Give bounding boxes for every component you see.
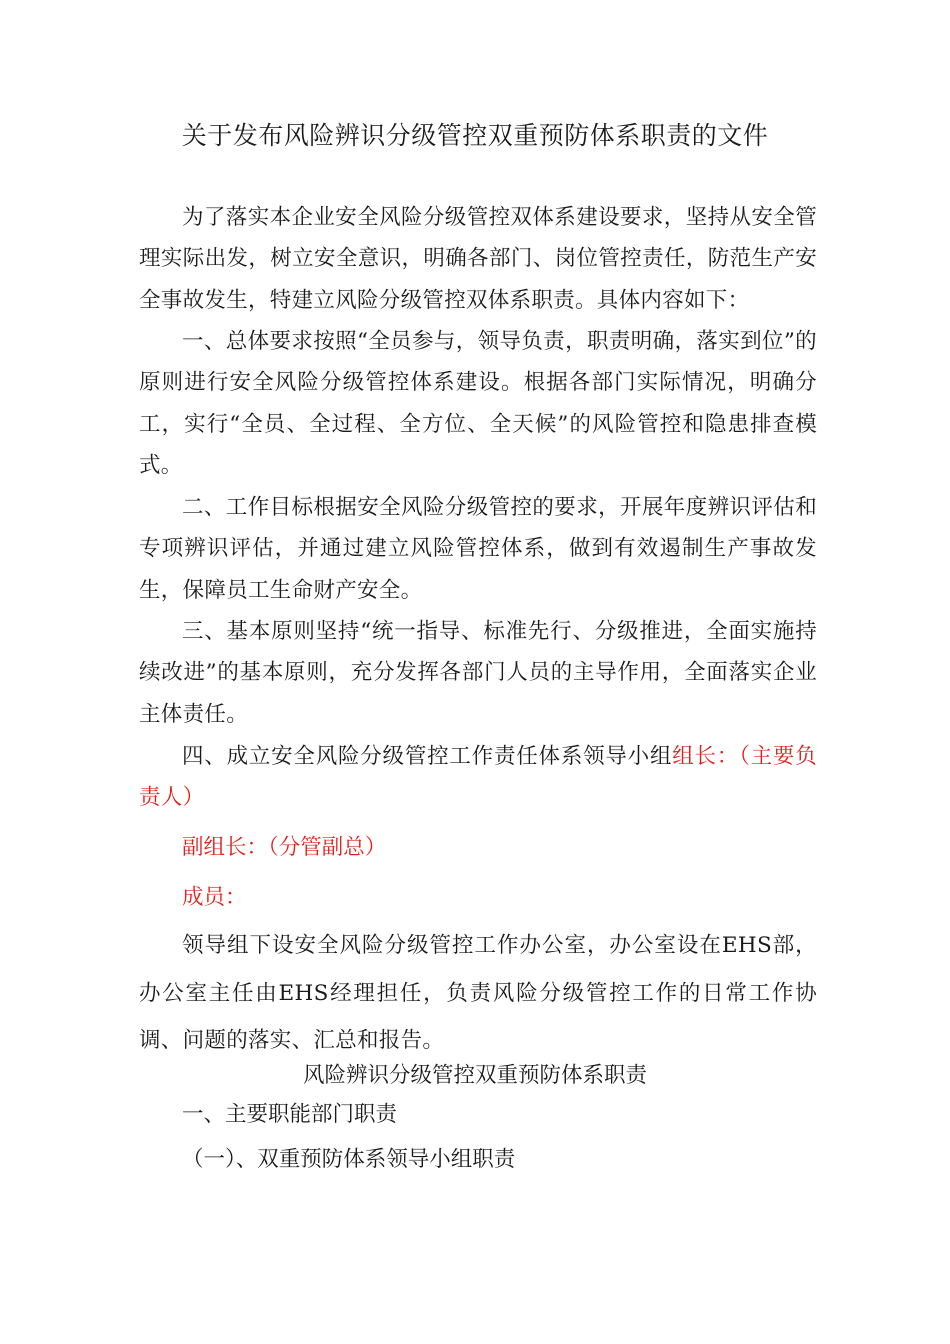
group-leader-text: 组长：（主要负责人） (139, 744, 817, 811)
deputy-leader-text: 副组长：（分管副总） (182, 835, 387, 860)
section-3-paragraph: 三、基本原则坚持“统一指导、标准先行、分级推进，全面实施持续改进”的基本原则，充分发挥各部门人员的主导作用，全面落实企业主体责任。 (139, 619, 817, 727)
intro-paragraph: 为了落实本企业安全风险分级管控双体系建设要求，坚持从安全管理实际出发，树立安全意识，明确各部门、岗位管控责任，防范生产安全事故发生，特建立风险分级管控双体系职责。具体内容如下： (139, 205, 817, 313)
heading-leadership-duties: （一）、双重预防体系领导小组职责 (182, 1147, 516, 1172)
section-1-paragraph: 一、总体要求按照“全员参与，领导负责，职责明确，落实到位”的原则进行安全风险分级管控体系建设。根据各部门实际情况，明确分工，实行“全员、全过程、全方位、全天候”的风险管控和隐患排查模式。 (139, 329, 817, 478)
document-title: 关于发布风险辨识分级管控双重预防体系职责的文件 (181, 121, 769, 150)
section-subtitle: 风险辨识分级管控双重预防体系职责 (302, 1063, 647, 1088)
section-4-paragraph (139, 736, 817, 819)
office-paragraph: 领导组下设安全风险分级管控工作办公室，办公室设在EHS部，办公室主任由EHS经理担任，负责风险分级管控工作的日常工作协调、问题的落实、汇总和报告。 (139, 933, 817, 1053)
members-text: 成员： (182, 885, 247, 910)
section-4-lead-text: 四、成立安全风险分级管控工作责任体系领导小组 (182, 744, 673, 769)
heading-main-duties: 一、主要职能部门职责 (182, 1102, 398, 1127)
section-2-paragraph: 二、工作目标根据安全风险分级管控的要求，开展年度辨识评估和专项辨识评估，并通过建立风险管控体系，做到有效遏制生产事故发生，保障员工生命财产安全。 (139, 495, 817, 603)
